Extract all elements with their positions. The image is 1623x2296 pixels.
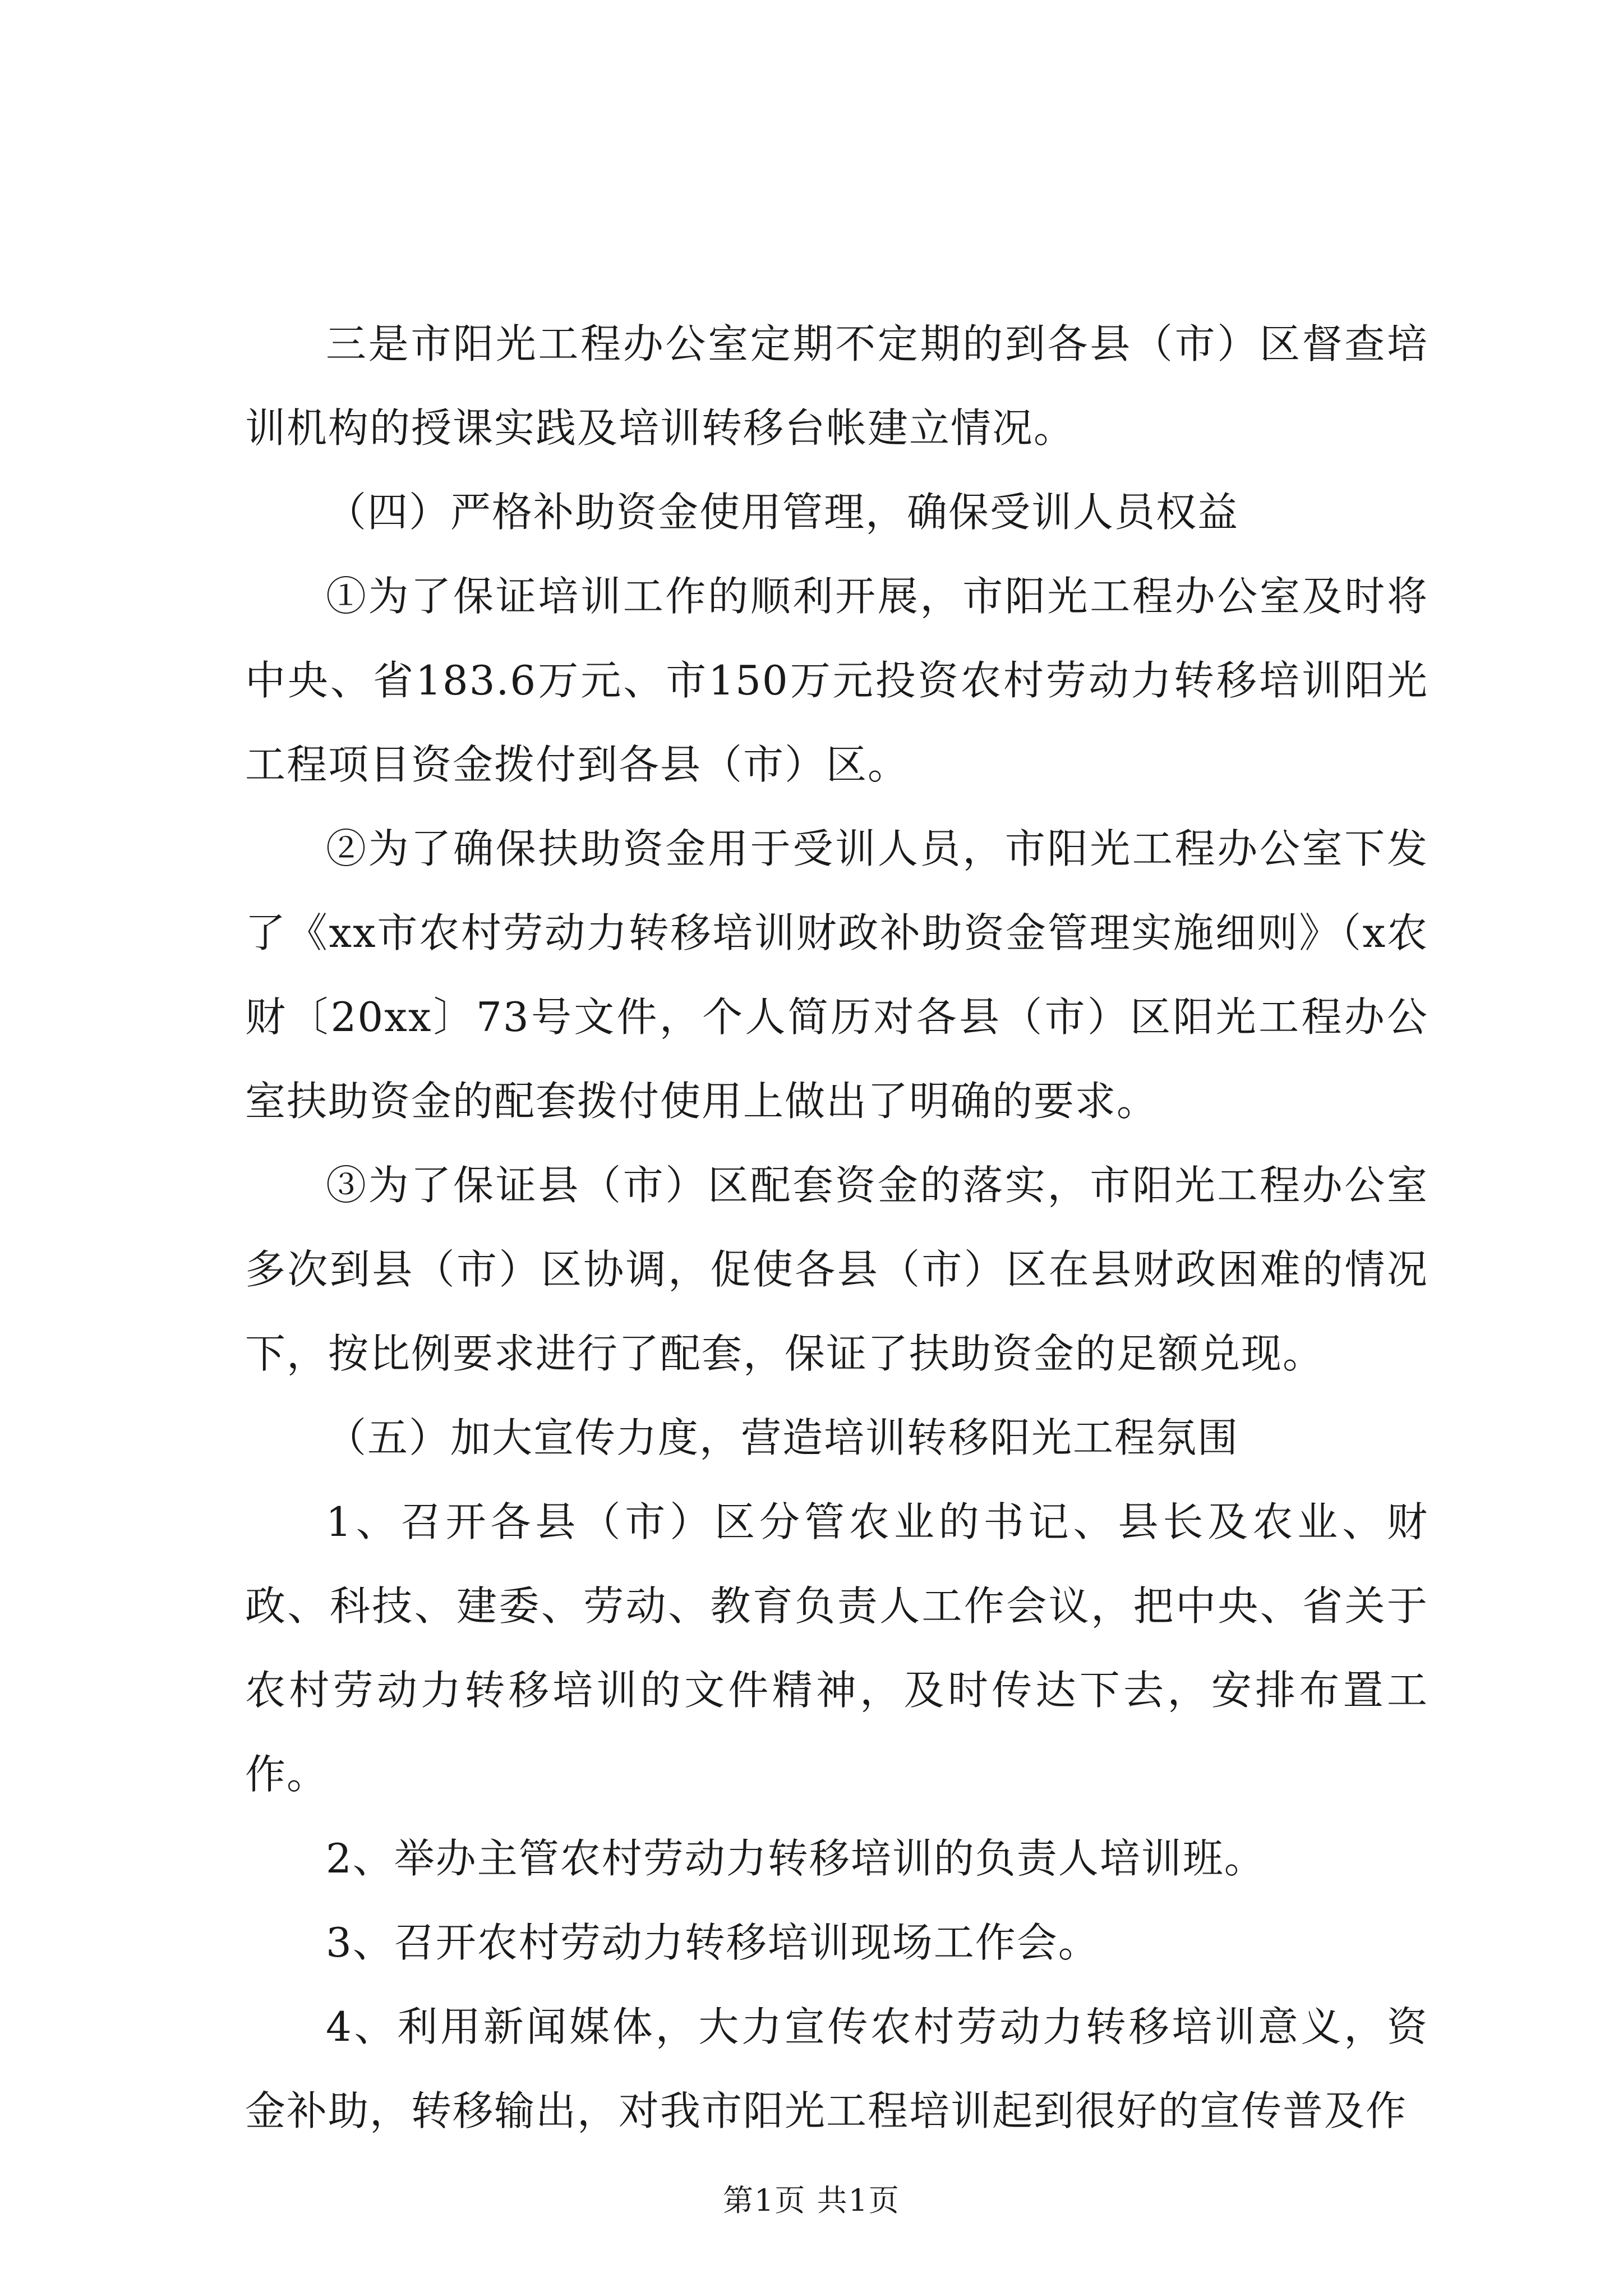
paragraph-item-2: ②为了确保扶助资金用于受训人员，市阳光工程办公室下发了《xx市农村劳动力转移培训财政补助资金管理实施细则》（x农财〔20xx〕73号文件，个人简历对各县（市）区阳光工程办公室扶助资金的配套拨付使用上做出了明确的要求。 bbox=[245, 825, 1428, 1125]
paragraph-item-1: ①为了保证培训工作的顺利开展，市阳光工程办公室及时将中央、省183.6万元、市150万元投资农村劳动力转移培训阳光工程项目资金拨付到各县（市）区。 bbox=[245, 573, 1428, 788]
section-heading-four: （四）严格补助资金使用管理，确保受训人员权益 bbox=[326, 489, 1239, 536]
document-body bbox=[245, 302, 1428, 2153]
paragraph-point-1: 1、召开各县（市）区分管农业的书记、县长及农业、财政、科技、建委、劳动、教育负责人工作会议，把中央、省关于农村劳动力转移培训的文件精神，及时传达下去，安排布置工作。 bbox=[245, 1498, 1428, 1798]
paragraph-point-4: 4、利用新闻媒体，大力宣传农村劳动力转移培训意义，资金补助，转移输出，对我市阳光工程培训起到很好的宣传普及作 bbox=[245, 2003, 1428, 2134]
paragraph-point-2: 2、举办主管农村劳动力转移培训的负责人培训班。 bbox=[326, 1835, 1266, 1882]
page-number-footer: 第1页 共1页 bbox=[723, 2183, 900, 2218]
paragraph-point-3: 3、召开农村劳动力转移培训现场工作会。 bbox=[326, 1919, 1100, 1966]
paragraph-inspection: 三是市阳光工程办公室定期不定期的到各县（市）区督查培训机构的授课实践及培训转移台帐建立情况。 bbox=[245, 320, 1428, 452]
section-heading-five: （五）加大宣传力度，营造培训转移阳光工程氛围 bbox=[326, 1414, 1239, 1461]
paragraph-item-3: ③为了保证县（市）区配套资金的落实，市阳光工程办公室多次到县（市）区协调，促使各县（市）区在县财政困难的情况下，按比例要求进行了配套，保证了扶助资金的足额兑现。 bbox=[245, 1162, 1428, 1377]
